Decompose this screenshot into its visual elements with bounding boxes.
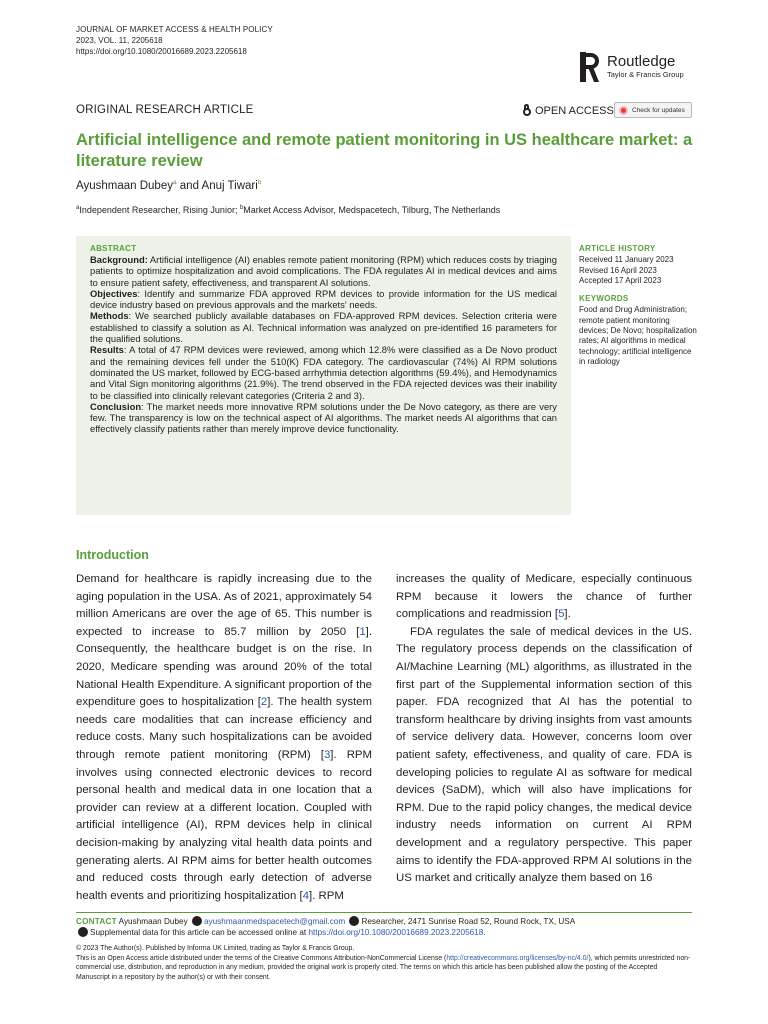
citation-link[interactable]: 4 [302, 889, 310, 902]
abstract-box [76, 236, 571, 515]
author-affil-mark: b [257, 179, 262, 186]
check-for-updates-button[interactable] [614, 102, 692, 118]
author-name[interactable]: Anuj Tiwari [201, 179, 258, 192]
abstract-conclusion: Conclusion: The market needs more innovative RPM solutions under the De Novo category, as there are very few. The transparency is low on the technical aspect of AI algorithms. The market needs AI algorithms that can effectively classify patients rather than merely improve device functionality. [90, 400, 557, 435]
abstract-heading: ABSTRACT [90, 244, 137, 253]
abstract-methods: Methods: We searched publicly available databases on FDA-approved RPM devices. Selection criteria were established to classify a solution as AI. Technical information was analyzed on pre-identified 16 parameters for the qualified solutions. [90, 310, 557, 345]
abstract-background: Background: Artificial intelligence (AI) enables remote patient monitoring (RPM) which reduces costs by triaging patients to optimize hospitalization and avoid complications. The FDA regulates AI in medical devices and aims to ensure patient safety, effectiveness, and transparent AI solutions. [90, 254, 557, 288]
keywords-list: Food and Drug Administration; remote patient monitoring devices; De Novo; hospitalization rates; AI algorithms in medical technology; artificial intelligence in radiology [579, 305, 697, 366]
accepted-date: Accepted 17 April 2023 [579, 275, 662, 285]
address-icon [349, 916, 359, 926]
keywords-heading: KEYWORDS [579, 294, 629, 304]
body-paragraph: increases the quality of Medicare, especially continuous RPM because it lowers the chance of further complications and readmission [5]. [396, 573, 692, 621]
check-updates-label: Check for updates [632, 106, 685, 114]
journal-header [76, 24, 273, 57]
open-lock-icon [522, 104, 532, 117]
publisher-subtitle: Taylor & Francis Group [607, 70, 684, 79]
affiliations: $^a$Independent Researcher, Rising Junior; $^b$Market Access Advisor, Medspacetech, Tilburg, The Netherlands [76, 205, 501, 215]
crossmark-icon [619, 106, 628, 115]
author-affil-mark: a [172, 179, 177, 186]
author-name[interactable]: Ayushmaan Dubey [76, 179, 173, 192]
citation-link[interactable]: 3 [323, 748, 331, 761]
open-access-label: OPEN ACCESS [535, 104, 614, 117]
open-access-badge [522, 104, 614, 117]
citation-link[interactable]: 2 [260, 696, 268, 709]
section-heading: Introduction [76, 548, 149, 562]
body-column-left [76, 571, 372, 905]
article-sidebar [579, 244, 697, 367]
citation-link[interactable]: 1 [359, 625, 366, 638]
abstract-results: Results: A total of 47 RPM devices were reviewed, among which 12.8% were classified as a De Novo product and the remaining devices fell under the 510(K) FDA category. The cardiovascular (74%) AI RPM solutions dominated the US market, followed by ECG-based arrhythmia detection algorithms (59.4%), and Hemodynamics and Vital Sign monitoring algorithms (21.9%). The trend observed in the FDA rejected devices was their inability to be classified into clinically relevant categories (Criteria 2 and 3). [90, 344, 557, 401]
email-icon [192, 916, 202, 926]
journal-volume: 2023, VOL. 11, 2205618 [76, 36, 163, 45]
citation-link[interactable]: 5 [558, 608, 565, 621]
contact-label: CONTACT [76, 917, 117, 926]
received-date: Received 11 January 2023 [579, 255, 674, 265]
body-column-right [396, 571, 692, 888]
journal-doi[interactable]: https://doi.org/10.1080/20016689.2023.2205618 [76, 47, 247, 56]
article-title: Artificial intelligence and remote patient monitoring in US healthcare market: a literature review [76, 131, 693, 170]
body-paragraph: Demand for healthcare is rapidly increasing due to the aging population in the USA. As of 2021, approximately 54 million Americans are over the age of 65. This number is expected to increase to 85.7 million by 2050 [1]. Consequently, the healthcare budget is on the rise. In 2020, Medicare spending was around 20% of the total National Health Expenditure. A significant proportion of the expenditure goes to hospitalization [2]. The health system needs care modalities that can increase efficiency and reduce costs. Many such hospitalizations can be avoided through remote patient monitoring (RPM) [3]. RPM involves using connected electronic devices to record personal health and medical data in one location that a provider can review at a different location. Coupled with artificial intelligence (AI), RPM devices help in clinical decision-making by analyzing vital health data points and generating alerts. AI RPM aims for better health outcomes and reduced costs through early detection of adverse health events and prioritizing hospitalization [4]. RPM [76, 573, 373, 902]
body-paragraph: FDA regulates the sale of medical devices in the US. The regulatory process depends on the classification of AI/Machine Learning (ML) algorithms, as illustrated in the first part of the Supplemental information section of this paper. FDA recognized that AI has the potential to transform healthcare by driving insights from vast amounts of service delivery data. However, concerns loom over patient safety, effectiveness, and quality of care. FDA is developing policies to regulate AI as software for medical devices (SaDM), which will also have implications for RPM. Due to the rapid policy changes, the medical device industry needs information on current AI RPM development and a regulatory perspective. This paper aims to identify the FDA-approved RPM AI solutions in the US market and critically analyze them based on 16 [396, 625, 692, 885]
email-link[interactable]: ayushmaanmedspacetech@gmail.com [203, 917, 346, 926]
article-history-heading: ARTICLE HISTORY [579, 244, 656, 253]
publisher-logo [580, 52, 684, 82]
author-list: Ayushmaan Dubey$^a$ and Anuj Tiwari$^b$ [76, 179, 262, 192]
routledge-logo-icon [580, 52, 602, 82]
article-type: ORIGINAL RESEARCH ARTICLE [76, 104, 254, 116]
footer-divider [76, 912, 692, 913]
contact-info: CONTACT Ayushmaan Dubey ayushmaanmedspacetech@gmail.com Researcher, 2471 Sunrise Road 52, Round Rock, TX, USA Supplemental data for this article can be accessed online at https://doi.org/10.1080/20016689.2023.2205618. [76, 917, 576, 937]
copyright-notice: © 2023 The Author(s). Published by Informa UK Limited, trading as Taylor & Francis Group. This is an Open Access article distributed under the terms of the Creative Commons Attribution-NonCommercial License (http://creativecommons.org/licenses/by-nc/4.0/), which permits unrestricted non-commercial use, distribution, and reproduction in any medium, provided the original work is properly cited. The terms on which this article has been published allow the posting of the Accepted Manuscript in a repository by the author(s) or with their consent. [76, 945, 691, 981]
contact-address: Researcher, 2471 Sunrise Road 52, Round Rock, TX, USA [361, 917, 576, 926]
journal-name: JOURNAL OF MARKET ACCESS & HEALTH POLICY [76, 25, 273, 34]
publisher-name: Routledge [607, 53, 676, 70]
supplemental-link[interactable]: https://doi.org/10.1080/20016689.2023.2205618 [308, 928, 484, 937]
license-link[interactable]: http://creativecommons.org/licenses/by-nc/4.0/ [446, 954, 589, 962]
abstract-objectives: Objectives: Identify and summarize FDA approved RPM devices to provide information for the US medical device industry based on previous approvals and the markets' needs. [90, 287, 557, 311]
revised-date: Revised 16 April 2023 [579, 265, 657, 275]
contact-name: Ayushmaan Dubey [116, 917, 190, 926]
supplemental-icon [78, 927, 88, 937]
